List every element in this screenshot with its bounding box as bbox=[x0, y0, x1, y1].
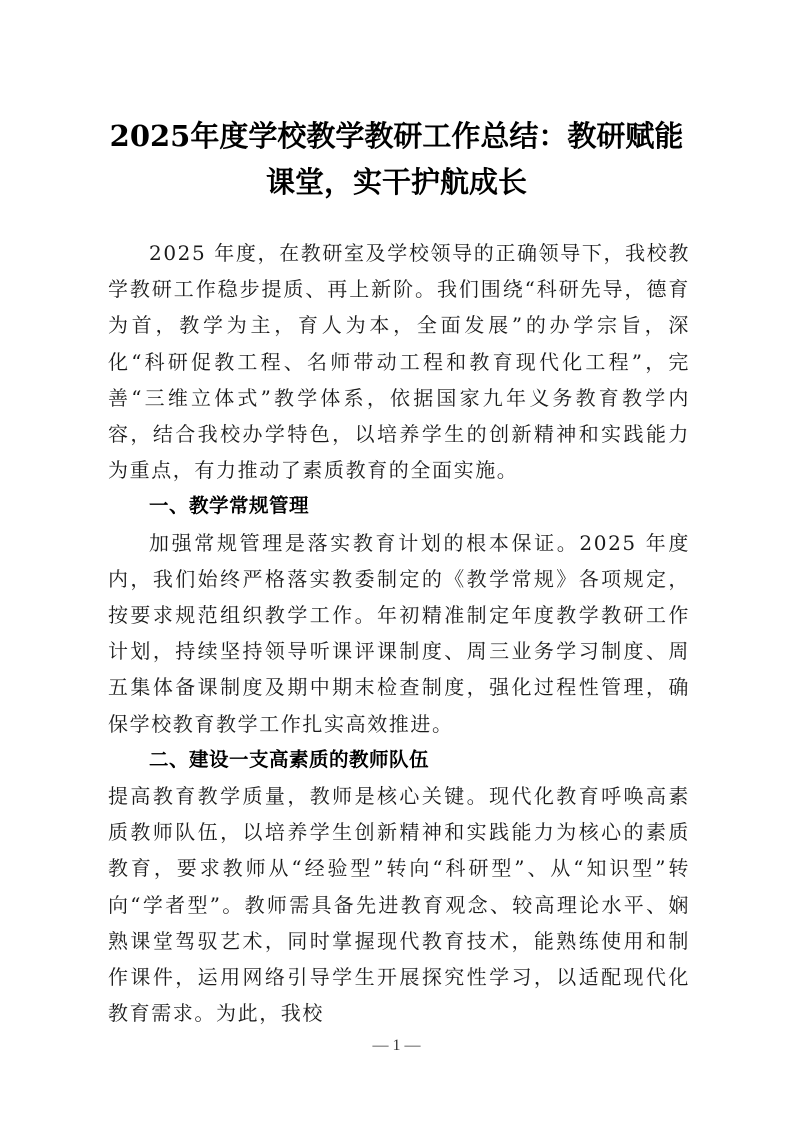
page-number: — 1 — bbox=[372, 1037, 421, 1054]
intro-paragraph: 2025 年度，在教研室及学校领导的正确领导下，我校教学教研工作稳步提质、再上新阶。我们围绕“科研先导，德育为首，教学为主，育人为本，全面发展”的办学宗旨，深化“科研促教工程、名师带动工程和教育现代化工程”，完善“三维立体式”教学体系，依据国家九年义务教育教学内容，结合我校办学特色，以培养学生的创新精神和实践能力为重点，有力推动了素质教育的全面实施。 bbox=[108, 241, 690, 483]
document-title: 2025年度学校教学教研工作总结：教研赋能课堂，实干护航成长 bbox=[109, 119, 684, 199]
section-heading-1: 一、教学常规管理 bbox=[149, 494, 310, 518]
document-body bbox=[108, 235, 690, 1031]
section-paragraph-1: 加强常规管理是落实教育计划的根本保证。2025 年度内，我们始终严格落实教委制定的《教学常规》各项规定，按要求规范组织教学工作。年初精准制定年度教学教研工作计划，持续坚持领导听课评课制度、周三业务学习制度、周五集体备课制度及期中期末检查制度，强化过程性管理，确保学校教育教学工作扎实高效推进。 bbox=[108, 530, 690, 736]
section-heading-2: 二、建设一支高素质的教师队伍 bbox=[149, 747, 430, 771]
section-paragraph-2: 提高教育教学质量，教师是核心关键。现代化教育呼唤高素质教师队伍，以培养学生创新精神和实践能力为核心的素质教育，要求教师从“经验型”转向“科研型”、从“知识型”转向“学者型”。教师需具备先进教育观念、较高理论水平、娴熟课堂驾驭艺术，同时掌握现代教育技术，能熟练使用和制作课件，运用网络引导学生开展探究性学习，以适配现代化教育需求。为此，我校 bbox=[108, 784, 690, 1026]
